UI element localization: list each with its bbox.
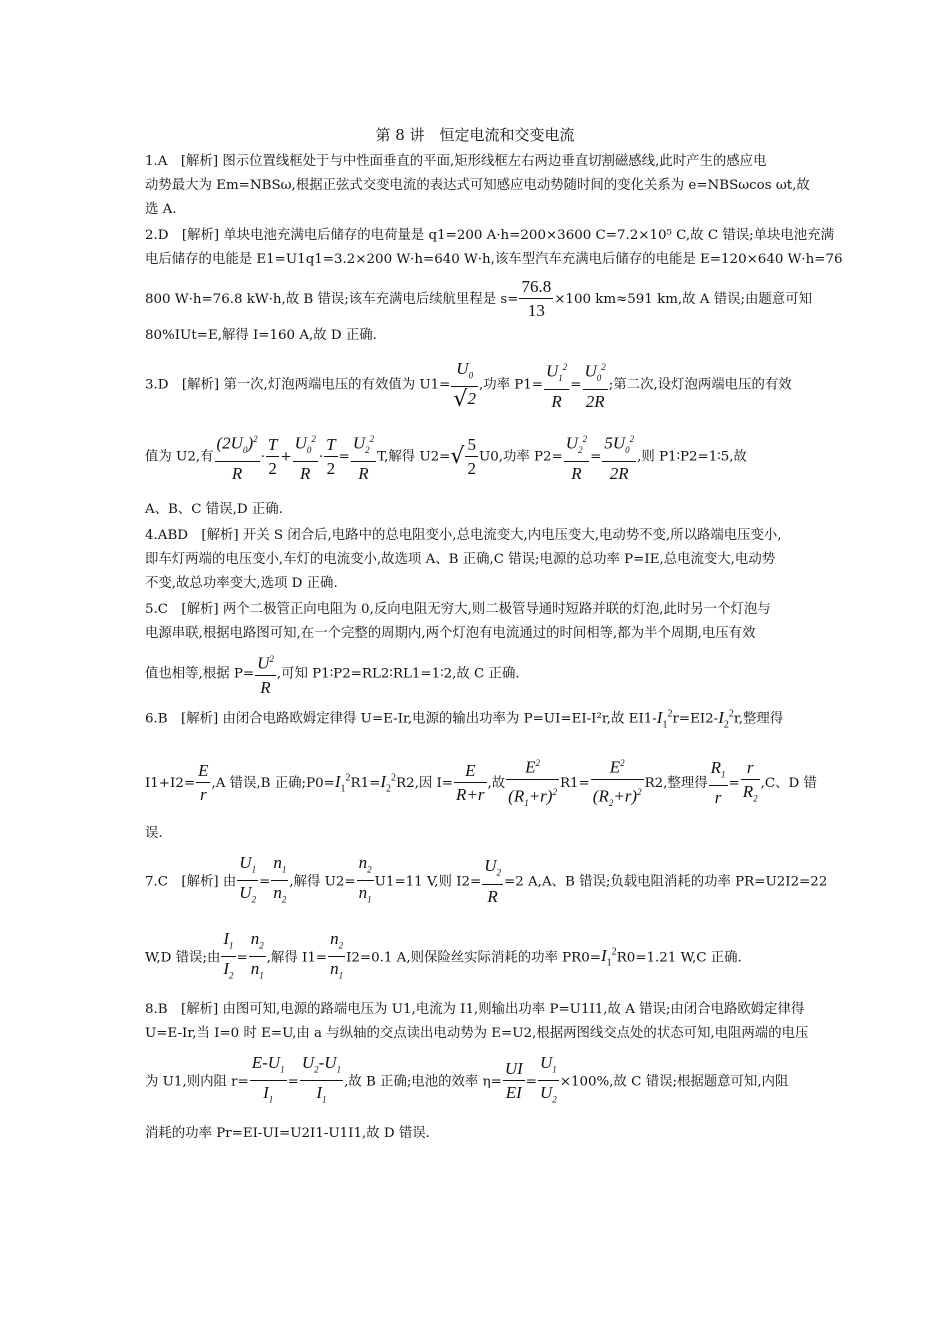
answer-6-text: R2,整理得	[644, 775, 708, 791]
answer-6-line: 误.	[145, 826, 163, 841]
fraction: $\frac{E^2}{(R_2+r)^2}$	[591, 752, 644, 815]
answer-6-text: R2,因 I=	[396, 775, 454, 791]
answer-3-text: 值为 U2,有	[145, 449, 214, 465]
answer-4-line: 不变,故总功率变大,选项 D 正确.	[145, 576, 338, 591]
fraction	[519, 276, 553, 323]
fraction: $\frac{U_2-U_1}{I_1}$	[301, 1053, 342, 1105]
answer-3-text: U0,功率 P2=	[478, 449, 563, 465]
denominator: 13	[527, 301, 545, 320]
fraction: $\frac{U_2}{R}$	[484, 856, 502, 906]
answer-5-line: 电源串联,根据电路图可知,在一个完整的周期内,两个灯泡有电流通过的时间相等,都为半个周期,电压有效	[145, 626, 756, 641]
answer-7-text: R0=1.21 W,C 正确.	[616, 950, 742, 966]
answer-6-text: 6.B [解析] 由闭合电路欧姆定律得 U=E-Ir,电源的输出功率为 P=UI=EI-I²r,故 EI1-	[145, 711, 657, 727]
answer-3-line: A、B、C 错误,D 正确.	[145, 502, 283, 517]
answer-4-line: 4.ABD [解析] 开关 S 闭合后,电路中的总电阻变小,总电流变大,内电压变大,电动势不变,所以路端电压变小,	[145, 528, 782, 543]
answer-7-text: U1=11 V,则 I2=	[374, 874, 482, 890]
answer-5-line: 5.C [解析] 两个二极管正向电阻为 0,反向电阻无穷大,则二极管导通时短路并联的灯泡,此时另一个灯泡与	[145, 602, 771, 617]
answer-8-text: ,故 B 正确;电池的效率 η=	[344, 1074, 502, 1090]
answer-7-text: ,解得 I1=	[266, 950, 328, 966]
fraction: $\frac{U_2^2}{R}$	[351, 428, 376, 486]
answer-3-line: 3.D [解析] 第一次,灯泡两端电压的有效值为 U1= $\frac{U_0}{√2}$ ,功率 P1= $\frac{U_1^2}{R}$ = $\frac{U_0^2}{2R}$ ;第二次,设灯泡两端电压的有效	[145, 356, 792, 414]
answer-2-text: ×100 km≈591 km,故 A 错误;由题意可知	[554, 292, 812, 307]
fraction: $\frac{r}{R_2}$	[742, 757, 758, 804]
fraction: $\frac{n_2}{n_1}$	[250, 929, 264, 981]
answer-6-text: ,C、D 错	[760, 775, 817, 791]
fraction: $\frac{R_1}{r}$	[710, 757, 726, 808]
answer-3-text: ;第二次,设灯泡两端电压的有效	[608, 377, 792, 393]
answer-6-text: r=EI2-	[672, 711, 719, 727]
answer-6-text: ,A 错误,B 正确;P0=	[211, 775, 335, 791]
answer-7-line: 7.C [解析] 由 $\frac{U_1}{U_2}$ = $\frac{n_1}{n_2}$ ,解得 U2= $\frac{n_2}{n_1}$ U1=11 V,则 I2= $\frac{U_2}{R}$ =2 A,A、B 错误;负载电阻消耗的功率 PR=U2I2=22	[145, 852, 827, 912]
answer-2-line: 80%IUt=E,解得 I=160 A,故 D 正确.	[145, 328, 377, 343]
answer-8-line: 8.B [解析] 由图可知,电源的路端电压为 U1,电流为 I1,则输出功率 P=U1I1,故 A 错误;由闭合电路欧姆定律得	[145, 1002, 805, 1017]
answer-6-text: r,整理得	[733, 711, 784, 727]
answer-6-text: R1=	[350, 775, 381, 791]
answer-4-line: 即车灯两端的电压变小,车灯的电流变小,故选项 A、B 正确,C 错误;电源的总功率 P=IE,总电流变大,电动势	[145, 552, 776, 567]
fraction: $\frac{U_0^2}{R}$	[293, 428, 318, 486]
answer-2-line	[145, 276, 812, 323]
fraction: $\frac{E-U_1}{I_1}$	[251, 1053, 285, 1105]
fraction: $\frac{E}{R+r}$	[456, 760, 485, 804]
fraction: $\frac{U_0^2}{2R}$	[583, 356, 608, 414]
fraction: $\frac{E^2}{(R_1+r)^2}$	[506, 752, 559, 815]
fraction: $\frac{n_1}{n_2}$	[273, 853, 287, 905]
answer-6-text: R1=	[559, 775, 590, 791]
fraction: $\frac{I_1}{I_2}$	[223, 929, 234, 981]
fraction: $\frac{U_0}{√2}$	[453, 358, 476, 413]
fraction: $\frac{T}{2}$	[326, 434, 336, 478]
answer-8-text: ×100%,故 C 错误;根据题意可知,内阻	[559, 1074, 789, 1090]
answer-3-text: T,解得 U2=	[377, 449, 451, 465]
fraction: $\frac{T}{2}$	[267, 434, 278, 478]
answer-3-text: ,则 P1∶P2=1∶5,故	[637, 449, 747, 465]
answer-8-line: 为 U1,则内阻 r= $\frac{E-U_1}{I_1}$ = $\frac{U_2-U_1}{I_1}$ ,故 B 正确;电池的效率 η= $\frac{UI}{EI}$ = $\frac{U_1}{U_2}$ ×100%,故 C 错误;根据题意可知,内阻	[145, 1052, 788, 1112]
fraction: $\frac{5}{2}$	[467, 434, 476, 478]
answer-7-line: W,D 错误;由 $\frac{I_1}{I_2}$ = $\frac{n_2}{n_1}$ ,解得 I1= $\frac{n_2}{n_1}$ I2=0.1 A,则保险丝实际消耗的功率 $PR0=I_1^2R0=1.21$ W,C 正确.	[145, 928, 742, 988]
numerator: 76.8	[519, 276, 553, 299]
answer-5-text: 值也相等,根据 P=	[145, 666, 255, 682]
fraction: $\frac{(2U_0)^2}{R}$	[215, 428, 260, 486]
answer-6-text: ,故	[487, 775, 506, 791]
fraction: $\frac{U_2^2}{R}$	[564, 428, 589, 486]
answer-8-text: 为 U1,则内阻 r=	[145, 1074, 249, 1090]
fraction: $\frac{U_1^2}{R}$	[544, 356, 569, 414]
answer-6-line: I1+I2= $\frac{E}{r}$ ,A 错误,B 正确$;P0=I_1^2R1=I_2^2R2$,因 I= $\frac{E}{R+r}$ ,故 $\frac{E^2}{(R_1+r)^2}$ R1= $\frac{E^2}{(R_2+r)^2}$ R2,整理得 $\frac{R_1}{r}$ = $\frac{r}{R_2}$ ,C、D 错	[145, 752, 817, 815]
page-title: 第 8 讲 恒定电流和交变电流	[375, 126, 575, 144]
answer-7-text: ,解得 U2=	[289, 874, 356, 890]
answer-3-line: 值为 U2,有 $\frac{(2U_0)^2}{R}$ · $\frac{T}{2}$ + $\frac{U_0^2}{R}$ · $\frac{T}{2}$ = $\frac{U_2^2}{R}$ T,解得 U2=√ $\frac{5}{2}$ U0,功率 P2= $\frac{U_2^2}{R}$ = $\frac{5U_0^2}{2R}$ ,则 P1∶P2=1∶5,故	[145, 428, 747, 486]
answer-8-line: 消耗的功率 Pr=EI-UI=U2I1-U1I1,故 D 错误.	[145, 1126, 430, 1141]
answer-7-text: =2 A,A、B 错误;负载电阻消耗的功率 PR=U2I2=22	[504, 874, 828, 890]
answer-5-text: ,可知 P1∶P2=RL2∶RL1=1∶2,故 C 正确.	[276, 666, 520, 682]
answer-6-text: I1+I2=	[145, 775, 196, 791]
answer-8-line: U=E-Ir,当 I=0 时 E=U,由 a 与纵轴的交点读出电动势为 E=U2,根据两图线交点处的状态可知,电阻两端的电压	[145, 1026, 809, 1041]
answer-3-text: ,功率 P1=	[478, 377, 543, 393]
fraction: $\frac{UI}{EI}$	[504, 1059, 523, 1103]
answer-6-line: 6.B [解析] 由闭合电路欧姆定律得 U=E-Ir,电源的输出功率为 P=UI=EI-I²r,故 $EI1-I_1^2r=EI2-I_2^2r$,整理得	[145, 707, 784, 731]
sqrt-symbol: √	[450, 444, 465, 470]
answer-7-text: 7.C [解析] 由	[145, 874, 237, 890]
answer-1-line: 1.A [解析] 图示位置线框处于与中性面垂直的平面,矩形线框左右两边垂直切割磁感线,此时产生的感应电	[145, 154, 767, 169]
fraction: $\frac{U_1}{U_2}$	[239, 853, 257, 905]
fraction: $\frac{5U_0^2}{2R}$	[602, 428, 636, 486]
answer-2-text: 800 W·h=76.8 kW·h,故 B 错误;该车充满电后续航里程是 s=	[145, 292, 519, 307]
fraction: $\frac{n_2}{n_1}$	[330, 929, 344, 981]
answer-1-line: 动势最大为 Em=NBSω,根据正弦式交变电流的表达式可知感应电动势随时间的变化关系为 e=NBSωcos ωt,故	[145, 178, 810, 193]
answer-7-text: W,D 错误;由	[145, 950, 221, 966]
fraction: $\frac{U^2}{R}$	[255, 648, 276, 700]
answer-2-line: 2.D [解析] 单块电池充满电后储存的电荷量是 q1=200 A·h=200×3600 C=7.2×10⁵ C,故 C 错误;单块电池充满	[145, 228, 834, 243]
answer-7-text: I2=0.1 A,则保险丝实际消耗的功率 PR0=	[346, 950, 601, 966]
fraction: $\frac{E}{r}$	[198, 760, 209, 804]
answer-1-line: 选 A.	[145, 202, 177, 217]
answer-5-line	[145, 648, 520, 700]
answer-3-text: 3.D [解析] 第一次,灯泡两端电压的有效值为 U1=	[145, 377, 451, 393]
fraction: $\frac{U_1}{U_2}$	[540, 1053, 557, 1105]
fraction: $\frac{n_2}{n_1}$	[358, 853, 372, 905]
answer-2-line: 电后储存的电能是 E1=U1q1=3.2×200 W·h=640 W·h,该车型汽车充满电后储存的电能是 E=120×640 W·h=76	[145, 252, 843, 267]
